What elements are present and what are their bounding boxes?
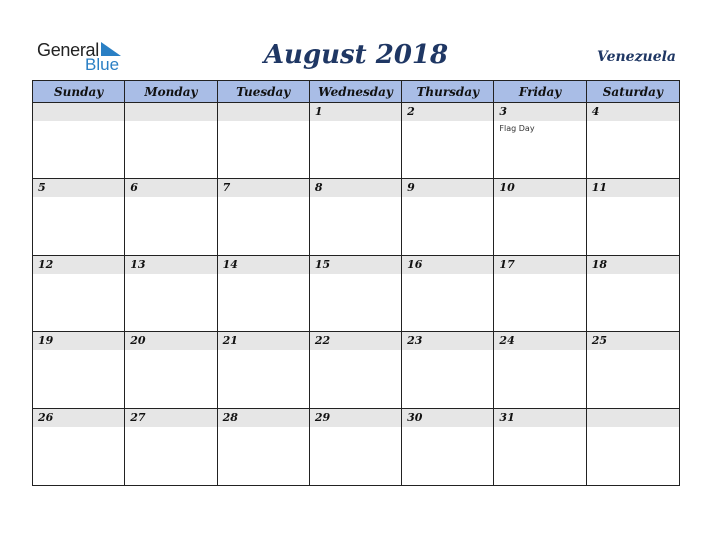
day-number: 22 (314, 334, 331, 348)
day-band (587, 103, 679, 121)
day-number: 18 (591, 257, 608, 271)
day-number: 31 (499, 410, 515, 424)
day-band (310, 332, 401, 350)
day-cell (125, 332, 217, 408)
day-cell (33, 179, 125, 255)
day-band (218, 409, 309, 427)
day-number: 2 (407, 105, 415, 118)
day-band (494, 103, 585, 121)
day-band (218, 179, 309, 197)
day-band (402, 103, 493, 121)
day-band (587, 179, 679, 197)
day-cell (587, 409, 679, 485)
day-band (494, 256, 585, 274)
day-cell (494, 409, 586, 485)
weekday-header: Saturday (587, 81, 679, 103)
day-band (310, 256, 401, 274)
day-number: 16 (407, 257, 423, 271)
day-cell (310, 179, 402, 255)
day-cell (587, 256, 679, 332)
day-cell (125, 103, 217, 179)
day-cell (33, 332, 125, 408)
day-cell (218, 256, 310, 332)
day-number: 24 (499, 334, 515, 348)
day-number: 8 (314, 181, 323, 195)
day-number: 26 (38, 410, 54, 424)
day-band (494, 332, 585, 350)
day-cell (125, 179, 217, 255)
day-number: 17 (499, 257, 515, 271)
day-band (33, 179, 124, 197)
day-cell (33, 409, 125, 485)
day-number: 10 (499, 181, 515, 195)
day-number: 15 (314, 257, 331, 271)
day-band (125, 409, 216, 427)
day-cell (494, 332, 586, 408)
weekday-header: Thursday (402, 81, 494, 103)
day-number: 29 (314, 410, 331, 424)
day-cell (402, 103, 494, 179)
day-number: 5 (38, 181, 46, 195)
day-cell (218, 103, 310, 179)
day-cell (494, 256, 586, 332)
day-cell (310, 332, 402, 408)
day-number: 14 (222, 257, 238, 271)
logo-text-blue: Blue (85, 55, 120, 74)
day-band (587, 256, 679, 274)
day-cell (310, 256, 402, 332)
day-cell (402, 332, 494, 408)
day-number: 21 (222, 334, 238, 348)
day-band (310, 103, 401, 121)
day-band (587, 409, 679, 427)
calendar-title: August 2018 (263, 40, 449, 70)
day-cell (402, 256, 494, 332)
day-band (33, 409, 124, 427)
day-cell (310, 409, 402, 485)
day-band (218, 332, 309, 350)
country-label: Venezuela (597, 49, 676, 65)
day-cell (33, 103, 125, 179)
weekday-header: Friday (494, 81, 586, 103)
day-number: 25 (591, 334, 608, 348)
day-band (310, 409, 401, 427)
day-band (494, 409, 585, 427)
day-cell (494, 103, 586, 179)
day-cell (402, 409, 494, 485)
day-band (125, 179, 216, 197)
day-number: 30 (407, 410, 423, 424)
day-band (402, 256, 493, 274)
day-band (494, 179, 585, 197)
day-number: 19 (38, 334, 54, 348)
day-cell (218, 409, 310, 485)
day-number: 12 (38, 257, 54, 271)
day-band (125, 332, 216, 350)
day-band (218, 103, 309, 121)
day-number: 23 (407, 334, 423, 348)
weekday-header: Tuesday (218, 81, 310, 103)
day-cell (587, 332, 679, 408)
weekday-header: Wednesday (310, 81, 402, 103)
logo-text-general: General (37, 40, 99, 60)
day-cell (125, 409, 217, 485)
day-band (33, 103, 124, 121)
day-band (402, 179, 493, 197)
day-band (218, 256, 309, 274)
day-band (587, 332, 679, 350)
day-number: 6 (130, 181, 138, 195)
day-cell (218, 179, 310, 255)
day-number: 11 (591, 181, 608, 195)
day-number: 9 (407, 181, 415, 195)
day-cell (587, 179, 679, 255)
day-band (33, 332, 124, 350)
day-cell (33, 256, 125, 332)
day-number: 20 (130, 334, 146, 348)
day-number: 28 (222, 410, 238, 424)
day-cell (218, 332, 310, 408)
day-number: 1 (314, 105, 323, 118)
day-number: 3 (499, 105, 508, 118)
holiday-label: Flag Day (499, 124, 535, 133)
day-band (33, 256, 124, 274)
day-band (310, 179, 401, 197)
weekday-header: Monday (125, 81, 217, 103)
day-cell (125, 256, 217, 332)
day-band (402, 409, 493, 427)
day-cell (310, 103, 402, 179)
calendar-grid (32, 80, 680, 486)
day-number: 4 (591, 105, 600, 118)
day-cell (494, 179, 586, 255)
day-band (402, 332, 493, 350)
day-cell (587, 103, 679, 179)
day-band (125, 256, 216, 274)
day-band (125, 103, 216, 121)
day-number: 27 (130, 410, 146, 424)
day-cell (402, 179, 494, 255)
day-number: 13 (130, 257, 146, 271)
weekday-header: Sunday (33, 81, 125, 103)
day-number: 7 (222, 181, 231, 195)
